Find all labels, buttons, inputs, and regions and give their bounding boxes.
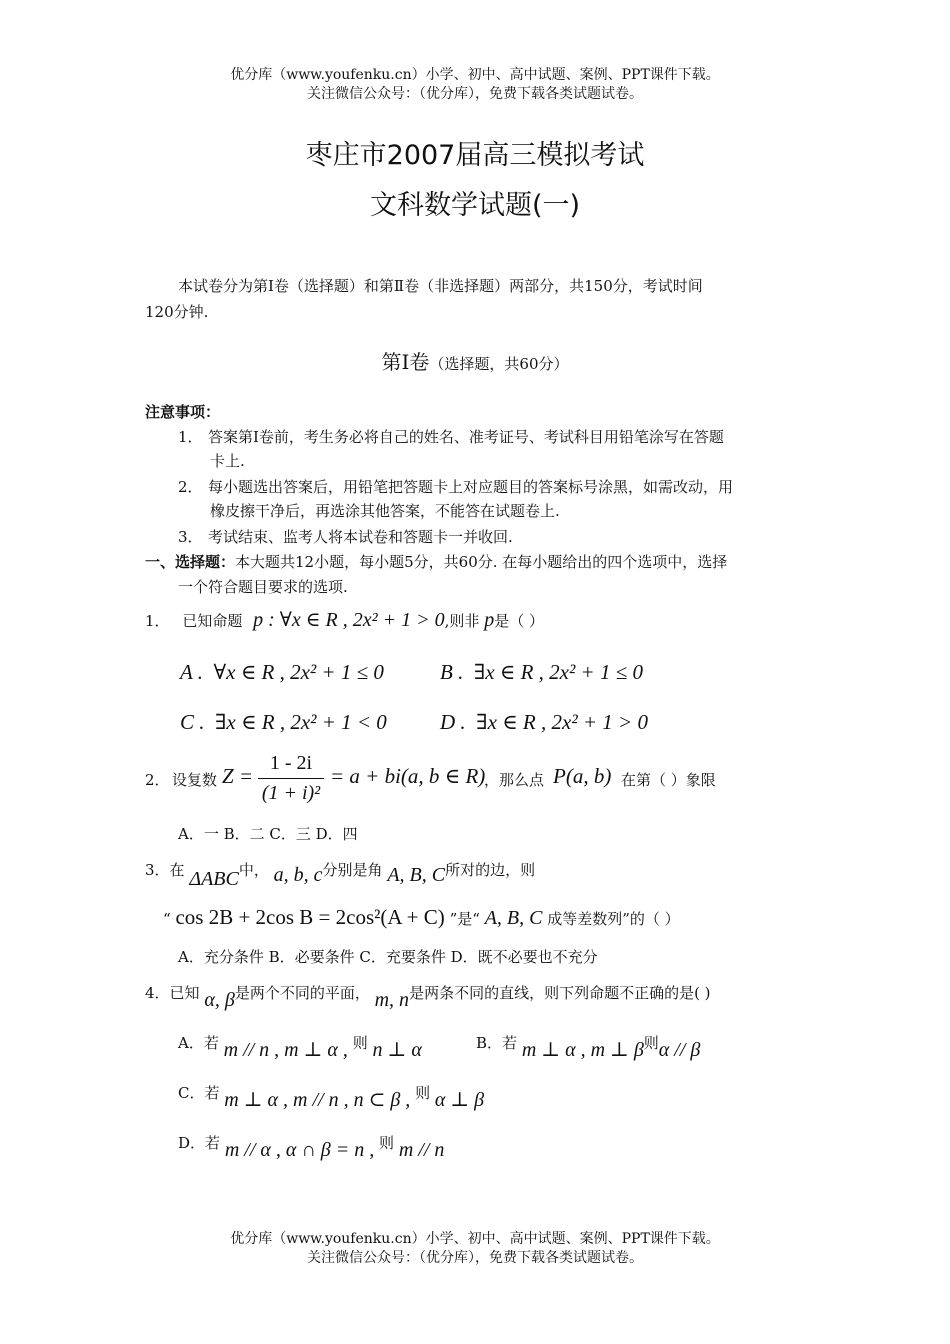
q1-option-a-label: A . <box>180 660 203 684</box>
q3-sides: a, b, c <box>273 864 323 886</box>
q3-cond-angles: A, B, C <box>484 907 543 929</box>
section-subtitle: （选择题，共60分） <box>429 355 569 373</box>
q4-option-c-label: C．若 <box>178 1084 220 1102</box>
q2-numerator: 1 - 2i <box>269 752 313 774</box>
q1-stem <box>145 603 544 638</box>
notice-item-3-line-1: 考试结束、监考人将本试卷和答题卡一并收回. <box>208 528 513 546</box>
q4-option-d-label: D．若 <box>178 1134 221 1152</box>
q3-cond-expr: cos 2B + 2cos B = 2cos²(A + C) <box>175 905 445 929</box>
q1-option-d-expr: ∃x ∈ R , 2x² + 1 > 0 <box>476 710 648 734</box>
part1-line-2: 一个符合题目要求的选项. <box>178 578 348 596</box>
q1-option-c-expr: ∃x ∈ R , 2x² + 1 < 0 <box>215 710 387 734</box>
title-line-1: 枣庄市2007届高三模拟考试 <box>305 140 645 171</box>
q1-expr: p : ∀x ∈ R , 2x² + 1 > 0 <box>253 609 445 631</box>
q2-pre: 设复数 <box>172 771 218 789</box>
notice-item-2-line-1: 每小题选出答案后，用铅笔把答题卡上对应题目的答案标号涂黑，如需改动，用 <box>208 478 734 496</box>
notice-item-2-num: 2． <box>178 478 203 496</box>
q4-stem <box>145 975 711 1010</box>
q2-denominator: (1 + i)² <box>261 782 321 804</box>
footer-line-1: 优分库（www.youfenku.cn）小学、初中、高中试题、案例、PPT课件下载。 <box>230 1231 720 1247</box>
q2-number: 2． <box>145 771 170 789</box>
q3-mid1: 中， <box>238 861 269 879</box>
notice-heading: 注意事项： <box>145 403 221 421</box>
header-line-1: 优分库（www.youfenku.cn）小学、初中、高中试题、案例、PPT课件下载。 <box>230 67 720 83</box>
q4-option-d-expr: m // α , α ∩ β = n , <box>224 1139 375 1161</box>
q4-option-c-then: 则 <box>415 1084 431 1102</box>
q1-number: 1． <box>145 612 170 630</box>
q1-option-d <box>440 712 648 732</box>
q4-option-a-expr: m // n , m ⊥ α , <box>223 1039 348 1061</box>
q1-option-d-label: D . <box>440 710 466 734</box>
q1-option-b-expr: ∃x ∈ R , 2x² + 1 ≤ 0 <box>473 660 643 684</box>
q3-angles: A, B, C <box>387 864 446 886</box>
q1-pre: 已知命题 <box>182 612 243 630</box>
q4-option-b-expr: m ⊥ α , m ⊥ β <box>521 1039 644 1061</box>
header-line-2: 关注微信公众号：（优分库），免费下载各类试题试卷。 <box>307 86 643 102</box>
q4-mid: 是两个不同的平面， <box>234 984 370 1002</box>
q4-option-d-result: m // n <box>398 1139 445 1161</box>
q1-option-b-label: B . <box>440 660 464 684</box>
q1-option-a-expr: ∀x ∈ R , 2x² + 1 ≤ 0 <box>213 660 384 684</box>
q1-option-c-label: C . <box>180 710 205 734</box>
footer-line-2: 关注微信公众号：（优分库），免费下载各类试题试卷。 <box>307 1250 643 1266</box>
q2-lhs: Z = <box>222 764 254 788</box>
q1-option-a <box>180 662 384 682</box>
q3-cond-post: 成等差数列”的（ ） <box>547 910 680 928</box>
section-title: 第Ⅰ卷 <box>381 350 430 374</box>
q3-stem <box>145 852 536 890</box>
q1-mid: ,则非 <box>444 612 480 630</box>
q4-option-a-result: n ⊥ α <box>372 1039 422 1061</box>
q2-options: A．一 B．二 C．三 D．四 <box>178 825 358 843</box>
q4-planes: α, β <box>204 989 235 1011</box>
notice-item-1-line-2: 卡上. <box>210 452 245 470</box>
part1-text-1: 本大题共12小题，每小题5分，共60分. 在每小题给出的四个选项中，选择 <box>235 553 728 571</box>
notice-item-3-num: 3． <box>178 528 203 546</box>
q3-mid2: 分别是角 <box>322 861 383 879</box>
q1-option-b <box>440 662 643 682</box>
section-heading <box>0 352 950 374</box>
q3-number: 3． <box>145 861 170 879</box>
part1-label: 一、选择题： <box>145 553 236 571</box>
q3-pre: 在 <box>169 861 185 879</box>
q4-lines: m, n <box>374 989 410 1011</box>
q4-option-c <box>178 1075 484 1110</box>
q4-option-c-result: α ⊥ β <box>434 1089 485 1111</box>
title-line-2: 文科数学试题(一) <box>369 190 581 221</box>
q3-options: A．充分条件 B．必要条件 C．充要条件 D．既不必要也不充分 <box>178 948 598 966</box>
q4-option-a <box>178 1025 422 1060</box>
q3-post: 所对的边，则 <box>445 861 536 879</box>
notice-item-1-num: 1． <box>178 428 203 446</box>
intro-line-2: 120分钟. <box>145 303 209 321</box>
q4-option-a-label: A．若 <box>178 1034 219 1052</box>
q4-option-a-then: 则 <box>352 1034 368 1052</box>
q4-option-b-result: α // β <box>658 1039 701 1061</box>
q4-post: 是两条不同的直线，则下列命题不正确的是( ) <box>409 984 711 1002</box>
q1-option-c <box>180 712 387 732</box>
q3-triangle: ΔABC <box>189 868 239 890</box>
q1-post: 是（ ） <box>494 612 544 630</box>
q2-rhs: = a + bi(a, b ∈ R) <box>330 764 486 788</box>
q4-option-b-label: B．若 <box>476 1034 518 1052</box>
q4-number: 4． <box>145 984 170 1002</box>
q2-post: 在第（ ）象限 <box>621 771 716 789</box>
q2-mid: ，那么点 <box>484 771 545 789</box>
q2-point: P(a, b) <box>553 764 612 788</box>
part1-line-1 <box>145 552 727 572</box>
q3-cond-open: “ <box>163 910 171 928</box>
notice-item-2-line-2: 橡皮擦干净后，再选涂其他答案，不能答在试题卷上. <box>210 502 560 520</box>
q3-condition <box>163 902 680 934</box>
q4-option-b <box>476 1025 700 1060</box>
q2-fraction-bar <box>258 778 324 779</box>
q1-p: p <box>484 609 495 631</box>
q4-option-c-expr: m ⊥ α , m // n , n ⊂ β , <box>224 1089 411 1111</box>
q4-option-d-then: 则 <box>379 1134 395 1152</box>
q4-pre: 已知 <box>169 984 200 1002</box>
intro-line-1: 本试卷分为第Ⅰ卷（选择题）和第Ⅱ卷（非选择题）两部分，共150分，考试时间 <box>178 277 703 295</box>
notice-item-1-line-1: 答案第Ⅰ卷前，考生务必将自己的姓名、准考证号、考试科目用铅笔涂写在答题 <box>208 428 724 446</box>
q3-cond-mid: ”是“ <box>449 910 480 928</box>
q4-option-d <box>178 1125 444 1160</box>
q4-option-b-then: 则 <box>643 1034 659 1052</box>
